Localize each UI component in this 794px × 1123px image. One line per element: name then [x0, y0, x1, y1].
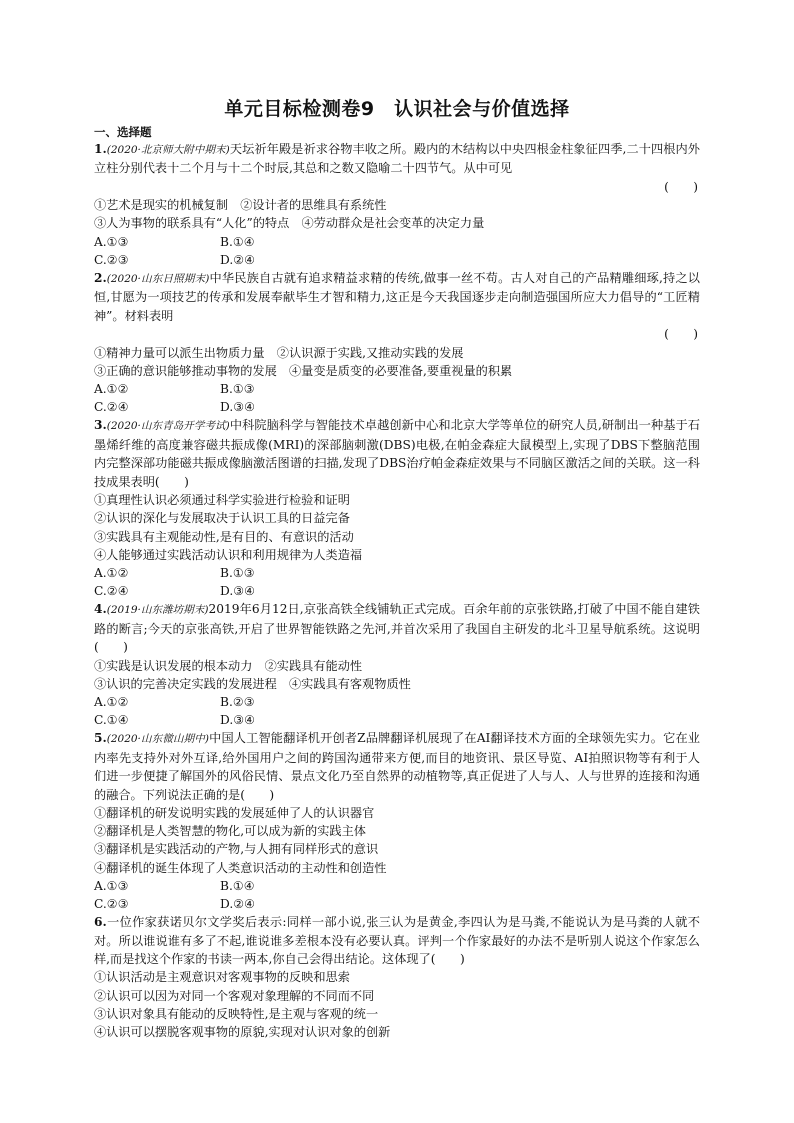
choice-row	[94, 564, 700, 582]
question-source: (2020·山东日照期末)	[106, 273, 210, 286]
answer-choice: A.①②	[94, 565, 129, 580]
question-stem	[94, 140, 700, 178]
statement-option: ①翻译机的研发说明实践的发展延伸了人的认识器官	[94, 805, 375, 820]
page-title: 单元目标检测卷9 认识社会与价值选择	[224, 98, 570, 120]
question-source: (2020·山东青岛开学考试)	[106, 420, 230, 433]
statement-option: ③翻译机是实践活动的产物,与人拥有同样形式的意识	[94, 842, 379, 857]
answer-parentheses: ( )	[664, 179, 698, 194]
answer-choice: C.②③	[94, 896, 129, 911]
statement-option: ③认识对象具有能动的反映特性,是主观与客观的统一	[94, 1006, 379, 1021]
answer-choice: C.②④	[94, 584, 129, 599]
answer-choice: D.②④	[220, 252, 256, 267]
question-number: 1.	[94, 142, 107, 156]
statement-option: ③实践具有主观能动性,是有目的、有意识的活动	[94, 529, 354, 544]
statement-option: ②认识可以因为对同一个客观对象理解的不同而不同	[94, 988, 375, 1003]
question-5	[94, 729, 700, 913]
question-stem	[94, 600, 700, 656]
question-stem	[94, 416, 700, 491]
statement-option: ②认识的深化与发展取决于认识工具的日益完备	[94, 511, 350, 526]
answer-choice: C.②③	[94, 252, 129, 267]
answer-choice: A.①③	[94, 878, 129, 893]
question-text: 中科院脑科学与智能技术卓越创新中心和北京大学等单位的研究人员,研制出一种基于石墨烯纤维的高度兼容磁共振成像(MRI)的深部脑刺激(DBS)电极,在帕金森症大鼠模型上,实现了DBS下整脑范围内完整深部功能磁共振成像脑激活图谱的扫描,发现了DBS治疗帕金森症效果与不同脑区激活之间的关联。这一科技成果表明( )	[94, 418, 700, 489]
answer-choice: A.①②	[94, 382, 129, 397]
answer-parentheses: ( )	[664, 327, 698, 342]
statement-option: ③人为事物的联系具有“人化”的特点 ④劳动群众是社会变革的决定力量	[94, 216, 485, 231]
choice-row	[94, 380, 700, 398]
question-text: 2019年6月12日,京张高铁全线铺轨正式完成。百余年前的京张铁路,打破了中国不能自建铁路的断言;今天的京张高铁,开启了世界智能铁路之先河,并首次采用了我国自主研发的北斗卫星导航系统。这说明( )	[94, 602, 700, 655]
statement-option: ③正确的意识能够推动事物的发展 ④量变是质变的必要准备,要重视量的积累	[94, 363, 513, 378]
statement-option: ①实践是认识发展的根本动力 ②实践具有能动性	[94, 658, 363, 673]
question-text: 一位作家获诺贝尔文学奖后表示:同样一部小说,张三认为是黄金,李四认为是马粪,不能说认为是马粪的人就不对。所以谁说谁有多了不起,谁说谁多差根本没有必要认真。评判一个作家最好的办法不是听别人说这个作家怎么样,而是找这个作家的书读一两本,你自己会得出结论。这体现了( )	[94, 915, 700, 966]
question-list	[94, 140, 700, 1041]
answer-choice: D.③④	[220, 584, 256, 599]
question-6	[94, 913, 700, 1041]
question-4	[94, 600, 700, 729]
statement-option: ④翻译机的诞生体现了人类意识活动的主动性和创造性	[94, 860, 387, 875]
statement-option: ①精神力量可以派生出物质力量 ②认识源于实践,又推动实践的发展	[94, 345, 464, 360]
choice-row	[94, 711, 700, 729]
answer-choice: C.②④	[94, 400, 129, 415]
answer-choice: B.①③	[220, 382, 255, 397]
question-source: (2019·山东潍坊期末)	[106, 604, 209, 617]
question-3	[94, 416, 700, 600]
choice-row	[94, 877, 700, 895]
statement-option: ④人能够通过实践活动认识和利用规律为人类造福	[94, 547, 363, 562]
choice-row	[94, 251, 700, 269]
question-stem	[94, 913, 700, 968]
choice-row	[94, 693, 700, 711]
choice-row	[94, 233, 700, 251]
answer-choice: B.①④	[220, 234, 255, 249]
question-number: 4.	[94, 602, 107, 617]
document-page	[94, 96, 700, 1041]
answer-choice: D.②④	[220, 896, 256, 911]
question-text: 中华民族自古就有追求精益求精的传统,做事一丝不苟。古人对自己的产品精雕细琢,持之以恒,甘愿为一项技艺的传承和发展奉献毕生才智和精力,这正是今天我国逐步走向制造强国所应大力倡导的“工匠精神”。材料表明	[94, 271, 700, 323]
question-number: 3.	[94, 418, 107, 433]
answer-choice: D.③④	[220, 713, 256, 728]
question-1	[94, 140, 700, 269]
choice-row	[94, 398, 700, 416]
question-text: 中国人工智能翻译机开创者Z品牌翻译机展现了在AI翻译技术方面的全球领先实力。它在业内率先支持外对外互译,给外国用户之间的跨国沟通带来方便,而目的地资讯、景区导览、AI拍照识物等有利于人们进一步便捷了解国外的风俗民情、景点文化乃至自然界的动植物等,真正促进了人与人、人与世界的连接和沟通的融合。下列说法正确的是( )	[94, 731, 700, 802]
answer-choice: D.③④	[220, 400, 256, 415]
answer-choice: A.①②	[94, 694, 129, 709]
question-text: 天坛祈年殿是祈求谷物丰收之所。殿内的木结构以中央四根金柱象征四季,二十四根内外立柱分别代表十二个月与十二个时辰,其总和之数又隐喻二十四节气。从中可见	[94, 142, 700, 176]
answer-choice: C.①④	[94, 713, 129, 728]
choice-row	[94, 895, 700, 913]
answer-choice: B.②③	[220, 694, 255, 709]
question-stem	[94, 269, 700, 325]
question-number: 6.	[94, 915, 107, 930]
answer-choice: A.①③	[94, 234, 129, 249]
answer-choice: B.①④	[220, 878, 255, 893]
question-source: (2020·山东微山期中)	[106, 733, 209, 746]
question-number: 2.	[94, 271, 107, 286]
statement-option: ①认识活动是主观意识对客观事物的反映和思索	[94, 970, 350, 985]
statement-option: ④认识可以摆脱客观事物的原貌,实现对认识对象的创新	[94, 1025, 391, 1040]
statement-option: ①真理性认识必须通过科学实验进行检验和证明	[94, 493, 350, 508]
statement-option: ②翻译机是人类智慧的物化,可以成为新的实践主体	[94, 824, 366, 839]
statement-option: ①艺术是现实的机械复制 ②设计者的思维具有系统性	[94, 198, 387, 213]
question-2	[94, 269, 700, 416]
question-number: 5.	[94, 731, 107, 746]
choice-row	[94, 582, 700, 600]
question-source: (2020·北京师大附中期末)	[106, 144, 230, 156]
answer-choice: B.①③	[220, 565, 255, 580]
statement-option: ③认识的完善决定实践的发展进程 ④实践具有客观物质性	[94, 676, 411, 691]
section-heading: 一、选择题	[94, 125, 152, 139]
question-stem	[94, 729, 700, 804]
